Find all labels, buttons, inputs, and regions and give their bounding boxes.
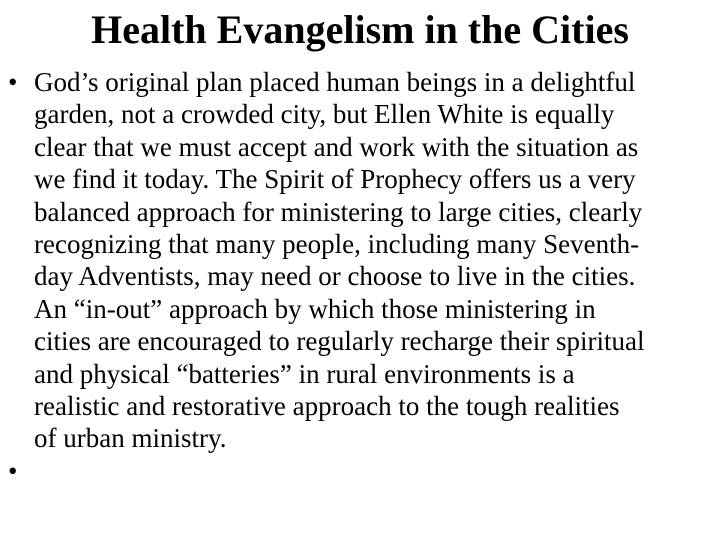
bullet-line: we find it today. The Spirit of Prophecy offers us a very (34, 164, 636, 195)
bullet-line: garden, not a crowded city, but Ellen White is equally (34, 99, 615, 130)
bullet-line: realistic and restorative approach to the tough realities (34, 391, 620, 422)
bullet-line: cities are encouraged to regularly recharge their spiritual (34, 326, 645, 357)
bullet-line: An “in-out” approach by which those ministering in (34, 293, 596, 324)
bullet-icon: • (8, 455, 18, 486)
bullet-list (8, 66, 713, 487)
bullet-line: of urban ministry. (34, 423, 227, 454)
bullet-line: and physical “batteries” in rural environments is a (34, 358, 575, 389)
bullet-icon: • (8, 67, 18, 97)
bullet-line: balanced approach for ministering to large cities, clearly (34, 196, 643, 227)
bullet-line (34, 455, 713, 487)
bullet-line: clear that we must accept and work with the situation as (34, 131, 639, 162)
bullet-line: God’s original plan placed human beings in a delightful (34, 67, 636, 97)
bullet-line: recognizing that many people, including many Seventh- (34, 229, 640, 260)
slide-title: Health Evangelism in the Cities (91, 7, 629, 52)
bullet-item (8, 66, 713, 455)
bullet-line: day Adventists, may need or choose to live in the cities. (34, 261, 636, 292)
bullet-item (8, 455, 713, 487)
